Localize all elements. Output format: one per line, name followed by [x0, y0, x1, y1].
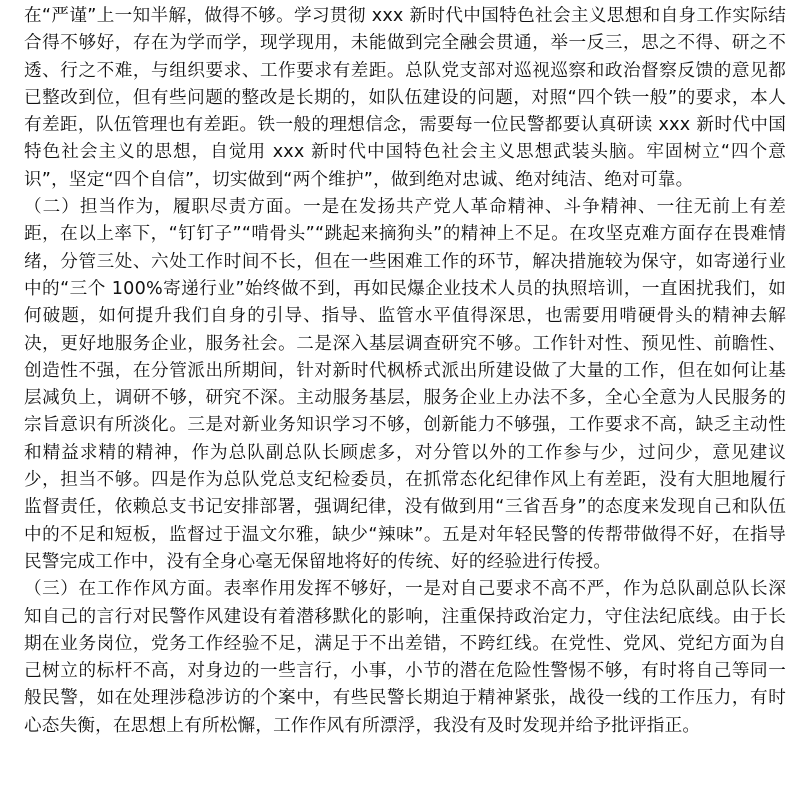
document-body: [24, 3, 786, 740]
paragraph-responsibility: （二）担当作为，履职尽责方面。一是在发扬共产党人革命精神、斗争精神、一往无前上有差距，在以上率下，“钉钉子”“啃骨头”“跳起来摘狗头”的精神上不足。在攻坚克难方面存在畏难情绪，分管三处、六处工作时间不长，但在一些困难工作的环节，解决措施较为保守，如寄递行业中的“三个 100%寄递行业”始终做不到，再如民爆企业技术人员的执照培训，一直困扰我们，如何破题，如何提升我们自身的引导、指导、监管水平值得深思，也需要用啃硬骨头的精神去解决，更好地服务企业，服务社会。二是深入基层调查研究不够。工作针对性、预见性、前瞻性、创造性不强，在分管派出所期间，针对新时代枫桥式派出所建设做了大量的工作，但在如何让基层减负上，调研不够，研究不深。主动服务基层，服务企业上办法不多，全心全意为人民服务的宗旨意识有所淡化。三是对新业务知识学习不够，创新能力不够强，工作要求不高，缺乏主动性和精益求精的精神，作为总队副总队长顾虑多，对分管以外的工作参与少，过问少，意见建议少，担当不够。四是作为总队党总支纪检委员，在抓常态化纪律作风上有差距，没有大胆地履行监督责任，依赖总支书记安排部署，强调纪律，没有做到用“三省吾身”的态度来发现自己和队伍中的不足和短板，监督过于温文尔雅，缺少“辣味”。五是对年轻民警的传帮带做得不好，在指导民警完成工作中，没有全身心毫无保留地将好的传统、好的经验进行传授。: [24, 197, 786, 572]
paragraph-work-style: （三）在工作作风方面。表率作用发挥不够好，一是对自己要求不高不严，作为总队副总队长深知自己的言行对民警作风建设有着潜移默化的影响，注重保持政治定力，守住法纪底线。由于长期在业务岗位，党务工作经验不足，满足于不出差错，不跨红线。在党性、党风、党纪方面为自己树立的标杆不高，对身边的一些言行，小事，小节的潜在危险性警惕不够，有时将自己等同一般民警，如在处理涉稳涉访的个案中，有些民警长期迫于精神紧张，战役一线的工作压力，有时心态失衡，在思想上有所松懈，工作作风有所漂浮，我没有及时发现并给予批评指正。: [24, 579, 786, 736]
paragraph-strictness: 在“严谨”上一知半解，做得不够。学习贯彻 xxx 新时代中国特色社会主义思想和自身工作实际结合得不够好，存在为学而学，现学现用，未能做到完全融会贯通，举一反三，思之不得、研之不透、行之不难，与组织要求、工作要求有差距。总队党支部对巡视巡察和政治督察反馈的意见都已整改到位，但有些问题的整改是长期的，如队伍建设的问题，对照“四个铁一般”的要求，本人有差距，队伍管理也有差距。铁一般的理想信念，需要每一位民警都要认真研读 xxx 新时代中国特色社会主义的思想，自觉用 xxx 新时代中国特色社会主义思想武装头脑。牢固树立“四个意识”，坚定“四个自信”，切实做到“两个维护”，做到绝对忠诚、绝对纯洁、绝对可靠。: [24, 6, 786, 190]
